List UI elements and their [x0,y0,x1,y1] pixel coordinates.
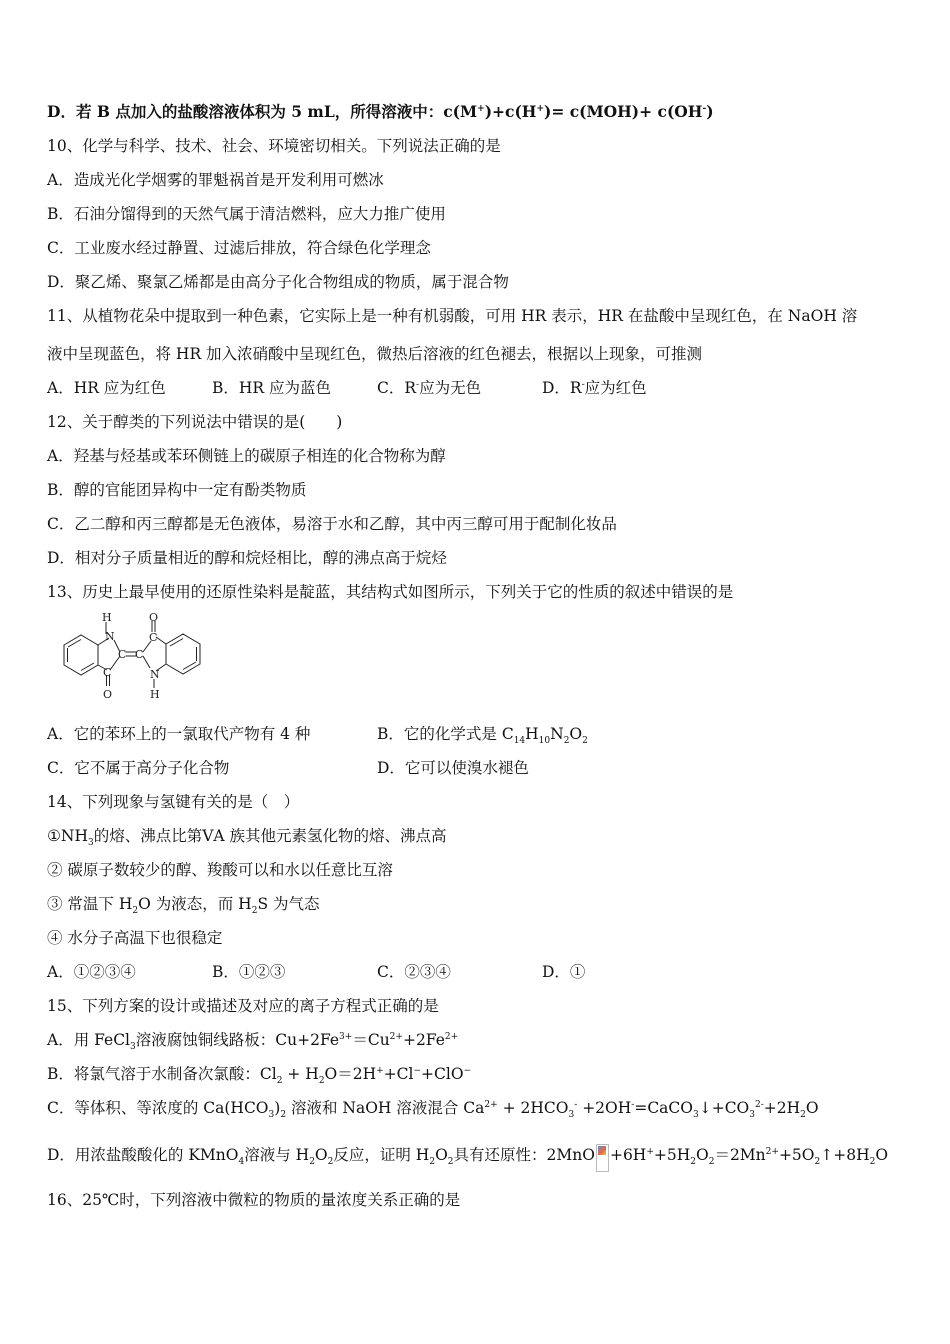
atom-c-bottom-left: C [103,666,112,679]
q14-option-d: D．① [542,963,586,981]
q14-option-a: A．①②③④ [47,963,136,981]
atom-c-center-right: C [135,648,144,661]
q14-item-2: ② 碳原子数较少的醇、羧酸可以和水以任意比互溶 [47,861,393,879]
q14-item-4: ④ 水分子高温下也很稳定 [47,929,223,947]
atom-o-top-right: O [149,612,159,624]
q10-option-d: D．聚乙烯、聚氯乙烯都是由高分子化合物组成的物质，属于混合物 [47,273,509,291]
atom-c-top-right: C [149,631,158,644]
q15-option-a: A．用 FeCl$_3$溶液腐蚀铜线路板：$Cu+2Fe^{3+}=Cu^{2+}+2Fe^{2+}$ [47,1031,459,1053]
q13-option-d: D．它可以使溴水褪色 [377,759,529,777]
q11-options [47,378,907,398]
q14-options [47,962,907,982]
q11-stem-line2: 液中呈现蓝色，将 HR 加入浓硝酸中呈现红色，微热后溶液的红色褪去，根据以上现象，可推测 [47,345,703,363]
q15-stem: 15、下列方案的设计或描述及对应的离子方程式正确的是 [47,997,439,1015]
broken-image-icon [596,1144,609,1172]
q13-option-a: A．它的苯环上的一氯取代产物有 4 种 [47,725,311,743]
q13-options-row2 [47,758,907,778]
q13-option-c: C．它不属于高分子化合物 [47,759,230,777]
q9-option-d: D．若 B 点加入的盐酸溶液体积为 5 mL，所得溶液中：c(M+)+c(H+)= c(MOH)+ c(OH-) [47,102,714,121]
q12-option-d: D．相对分子质量相近的醇和烷烃相比，醇的沸点高于烷烃 [47,549,447,567]
q14-option-c: C．②③④ [377,963,451,981]
q11-option-d: D．R-应为红色 [542,379,647,397]
q11-stem-line1: 11、从植物花朵中提取到一种色素，它实际上是一种有机弱酸，可用 HR 表示，HR 在盐酸中呈现红色，在 NaOH 溶 [47,307,858,325]
q11-option-b: B．HR 应为蓝色 [212,379,332,397]
q12-stem: 12、关于醇类的下列说法中错误的是( ) [47,413,343,431]
q13-stem: 13、历史上最早使用的还原性染料是靛蓝，其结构式如图所示，下列关于它的性质的叙述中错误的是 [47,583,734,601]
atom-n-left: N [105,630,115,643]
q10-option-a: A．造成光化学烟雾的罪魁祸首是开发利用可燃冰 [47,171,384,189]
atom-h-top-left: H [102,612,112,624]
atom-o-bottom-left: O [103,688,113,701]
q12-option-c: C．乙二醇和丙三醇都是无色液体，易溶于水和乙醇，其中丙三醇可用于配制化妆品 [47,515,617,533]
indigo-structure-figure [44,612,214,712]
atom-c-center-left: C [118,648,127,661]
q14-stem: 14、下列现象与氢键有关的是（ ） [47,793,300,811]
atom-h-bottom-right: H [150,688,160,701]
q13-options-row1 [47,724,907,747]
q10-option-c: C．工业废水经过静置、过滤后排放，符合绿色化学理念 [47,239,431,257]
q14-option-b: B．①②③ [212,963,286,981]
q12-option-b: B．醇的官能团异构中一定有酚类物质 [47,481,307,499]
q10-option-b: B．石油分馏得到的天然气属于清洁燃料，应大力推广使用 [47,205,446,223]
atom-n-right: N [150,668,160,681]
right-benzene-ring [166,634,200,674]
q10-stem: 10、化学与科学、技术、社会、环境密切相关。下列说法正确的是 [47,137,501,155]
q15-option-b: B．将氯气溶于水制备次氯酸：$Cl_2 + H_2O=2H^++Cl^-+ClO^-$ [47,1065,472,1087]
q11-option-c: C．R-应为无色 [377,379,482,397]
q16-stem: 16、25℃时，下列溶液中微粒的物质的量浓度关系正确的是 [47,1191,461,1209]
q15-option-d: D．用浓盐酸酸化的 KMnO$_4$溶液与 $H_2O_2$反应，证明 $H_2O_2$具有还原性：$2MnO +6H^++5H_2O_2=2Mn^{2+}+5O_2↑+8H_2O$ [47,1144,888,1172]
left-benzene-ring [64,635,98,675]
q12-option-a: A．羟基与烃基或苯环侧链上的碳原子相连的化合物称为醇 [47,447,446,465]
q15-option-c: C．等体积、等浓度的 $Ca(HCO_3)_2$ 溶液和 NaOH 溶液混合 $Ca^{2+} + 2HCO_3^-$ $+2OH^-=CaCO_3↓+CO_3^{2-}+2H_2O$ [47,1099,819,1121]
q14-item-1: $①NH_3$的熔、沸点比第ⅤA 族其他元素氢化物的熔、沸点高 [47,827,447,849]
q13-option-b: B．它的化学式是 $C_{14}H_{10}N_2O_2$ [377,725,588,747]
q14-item-3: ③ 常温下 $H_2O$ 为液态，而 $H_2S$ 为气态 [47,895,320,917]
q11-option-a: A．HR 应为红色 [47,379,166,397]
